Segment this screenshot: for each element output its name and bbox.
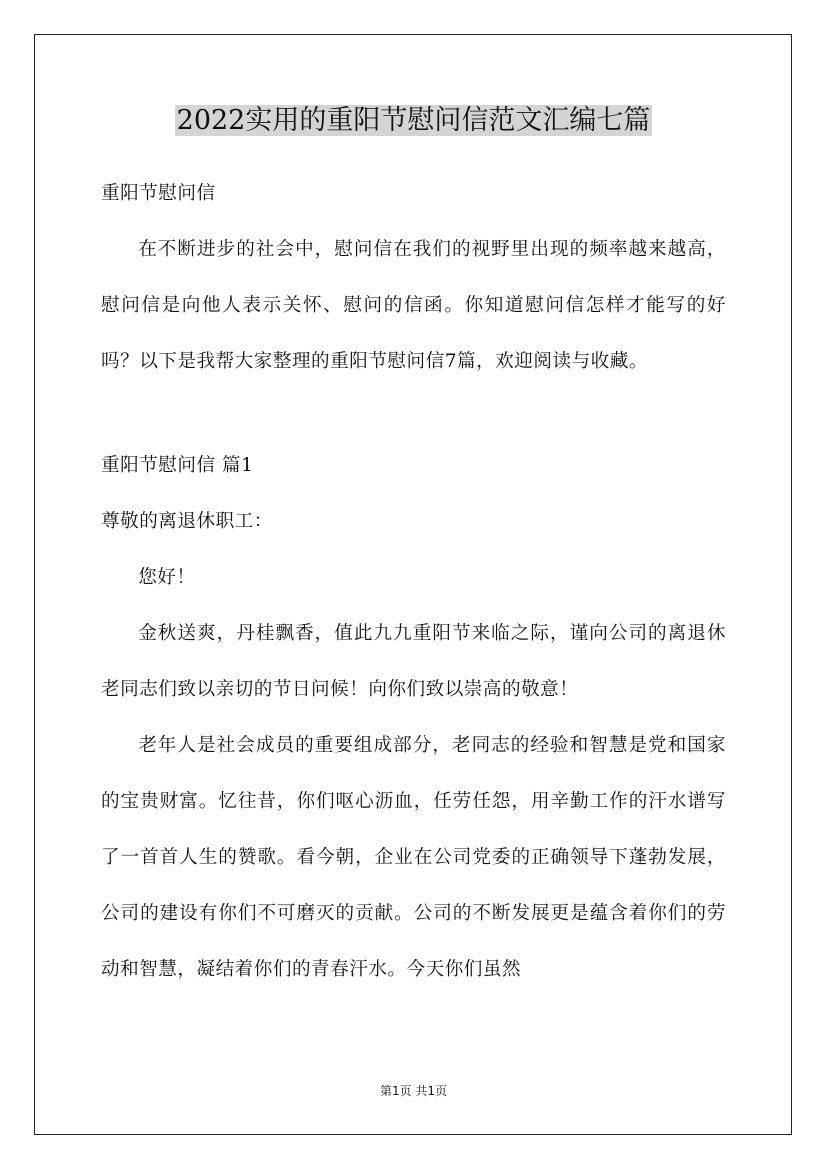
intro-paragraph: 在不断进步的社会中，慰问信在我们的视野里出现的频率越来越高，慰问信是向他人表示关怀、慰问的信函。你知道慰问信怎样才能写的好吗？以下是我帮大家整理的重阳节慰问信7篇，欢迎阅读与收藏。 bbox=[101, 239, 726, 372]
document-title-text: 2022实用的重阳节慰问信范文汇编七篇 bbox=[176, 105, 651, 136]
letter-greeting: 您好！ bbox=[138, 567, 196, 588]
paragraph-gap bbox=[101, 390, 726, 438]
letter-heading: 重阳节慰问信 篇1 bbox=[101, 455, 254, 476]
letter-paragraph-1: 金秋送爽，丹桂飘香，值此九九重阳节来临之际，谨向公司的离退休老同志们致以亲切的节日问候！向你们致以崇高的敬意！ bbox=[101, 623, 726, 700]
document-title bbox=[0, 100, 827, 142]
letter-paragraph-2: 老年人是社会成员的重要组成部分，老同志的经验和智慧是党和国家的宝贵财富。忆往昔，你们呕心沥血，任劳任怨，用辛勤工作的汗水谱写了一首首人生的赞歌。看今朝，企业在公司党委的正确领导下蓬勃发展，公司的建设有你们不可磨灭的贡献。公司的不断发展更是蕴含着你们的劳动和智慧，凝结着你们的青春汗水。今天你们虽然 bbox=[101, 735, 726, 980]
section-heading: 重阳节慰问信 bbox=[101, 183, 216, 204]
document-body bbox=[101, 166, 726, 998]
letter-salutation: 尊敬的离退休职工： bbox=[101, 511, 273, 532]
page-footer: 第1页 共1页 bbox=[379, 1084, 448, 1098]
